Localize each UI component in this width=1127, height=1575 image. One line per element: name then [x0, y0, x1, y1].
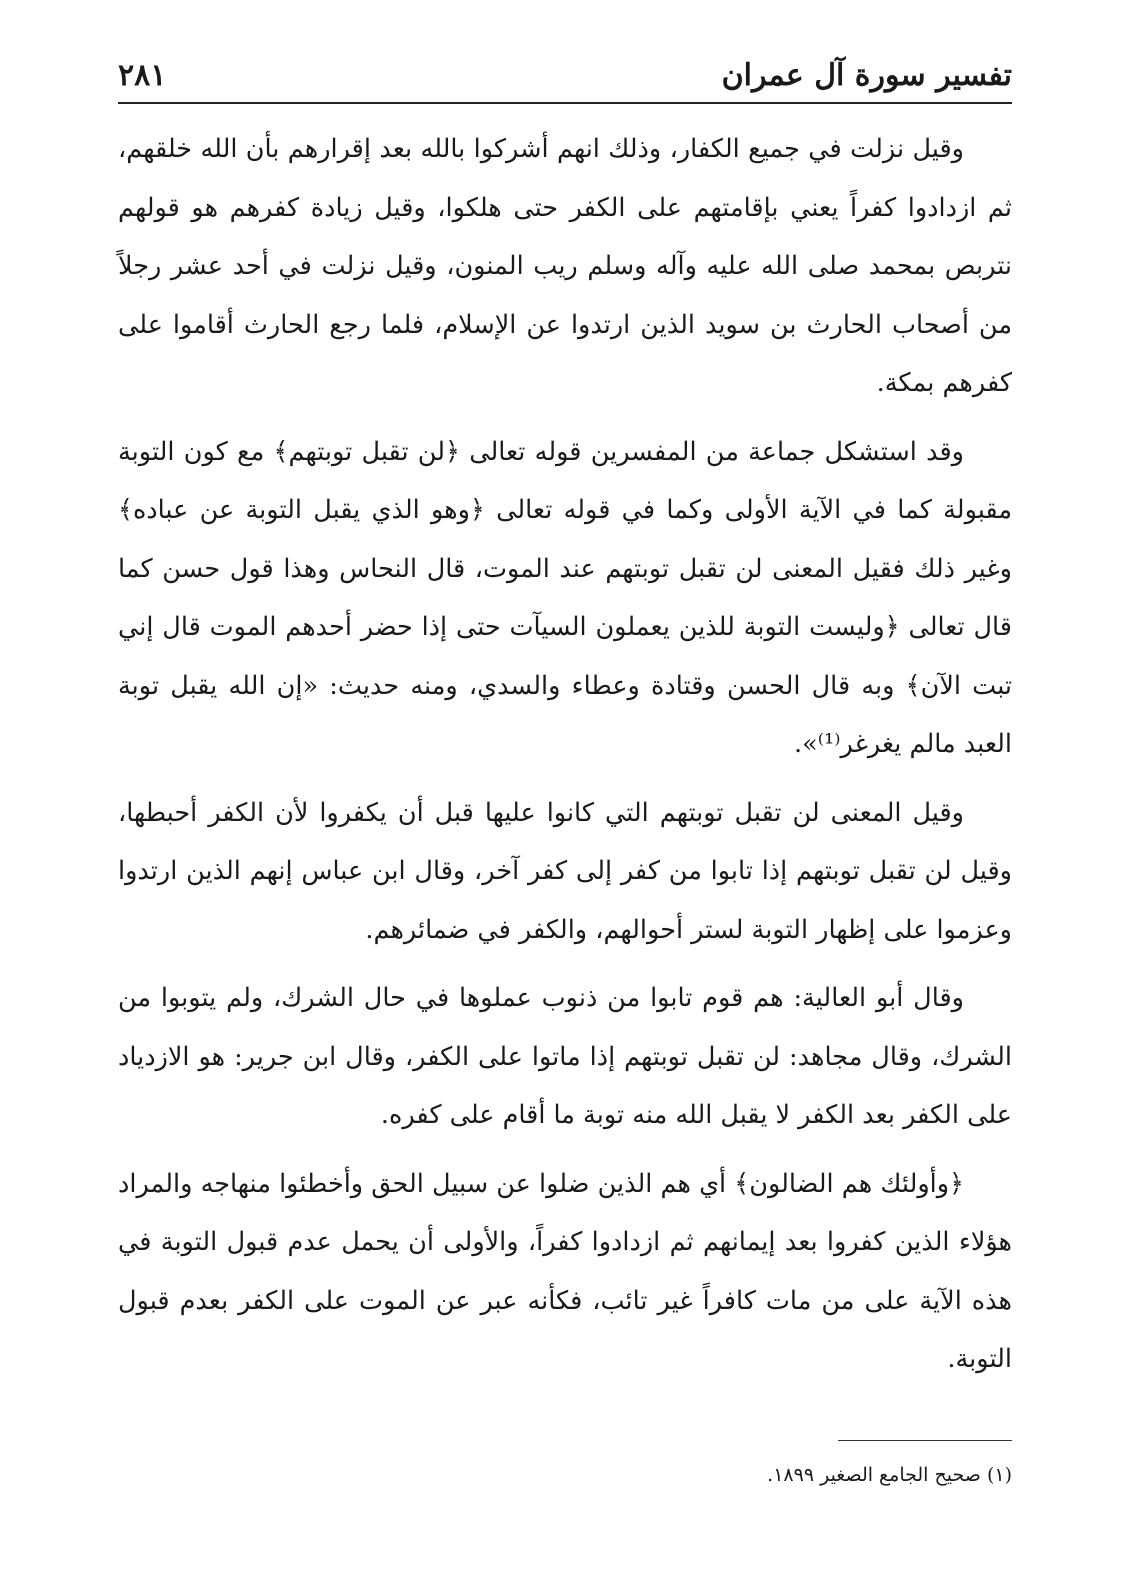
paragraph: وقد استشكل جماعة من المفسرين قوله تعالى ﴿لن تقبل توبتهم﴾ مع كون التوبة مقبولة كما في الآية الأولى وكما في قوله تعالى ﴿وهو الذي يقبل التوبة عن عباده﴾ وغير ذلك فقيل المعنى لن تقبل توبتهم عند الموت، قال النحاس وهذا قول حسن كما قال تعالى ﴿وليست التوبة للذين يعملون السيآت حتى إذا حضر أحدهم الموت قال إني تبت الآن﴾ وبه قال الحسن وقتادة وعطاء والسدي، ومنه حديث: «إن الله يقبل توبة العبد مالم يغرغر⁽¹⁾». — [118, 436, 1012, 759]
page-number: ٢٨١ — [118, 58, 167, 93]
paragraph: وقال أبو العالية: هم قوم تابوا من ذنوب عملوها في حال الشرك، ولم يتوبوا من الشرك، وقال مجاهد: لن تقبل توبتهم إذا ماتوا على الكفر، وقال ابن جرير: هو الازدياد على الكفر بعد الكفر لا يقبل الله منه توبة ما أقام على كفره. — [118, 983, 1012, 1130]
chapter-title: تفسير سورة آل عمران — [721, 58, 1012, 93]
footnote-rule — [838, 1440, 1012, 1441]
paragraph: ﴿وأولئك هم الضالون﴾ أي هم الذين ضلوا عن سبيل الحق وأخطئوا منهاجه والمراد هؤلاء الذين كفروا بعد إيمانهم ثم ازدادوا كفراً، والأولى أن يحمل عدم قبول التوبة في هذه الآية على من مات كافراً غير تائب، فكأنه عبر عن الموت على الكفر بعدم قبول التوبة. — [118, 1168, 1012, 1374]
paragraph: وقيل نزلت في جميع الكفار، وذلك انهم أشركوا بالله بعد إقرارهم بأن الله خلقهم، ثم ازدادوا كفراً يعني بإقامتهم على الكفر حتى هلكوا، وقيل زيادة كفرهم هو قولهم نتربص بمحمد صلى الله عليه وآله وسلم ريب المنون، وقيل نزلت في أحد عشر رجلاً من أصحاب الحارث بن سويد الذين ارتدوا عن الإسلام، فلما رجع الحارث أقاموا على كفرهم بمكة. — [118, 134, 1012, 398]
paragraph: وقيل المعنى لن تقبل توبتهم التي كانوا عليها قبل أن يكفروا لأن الكفر أحبطها، وقيل لن تقبل توبتهم إذا تابوا من كفر إلى كفر آخر، وقال ابن عباس إنهم الذين ارتدوا وعزموا على إظهار التوبة لستر أحوالهم، والكفر في ضمائرهم. — [118, 797, 1012, 945]
running-header — [118, 54, 1012, 102]
header-rule — [118, 102, 1012, 104]
main-text — [118, 120, 1012, 1399]
footnote: (١) صحيح الجامع الصغير ١٨٩٩. — [767, 1464, 1012, 1486]
